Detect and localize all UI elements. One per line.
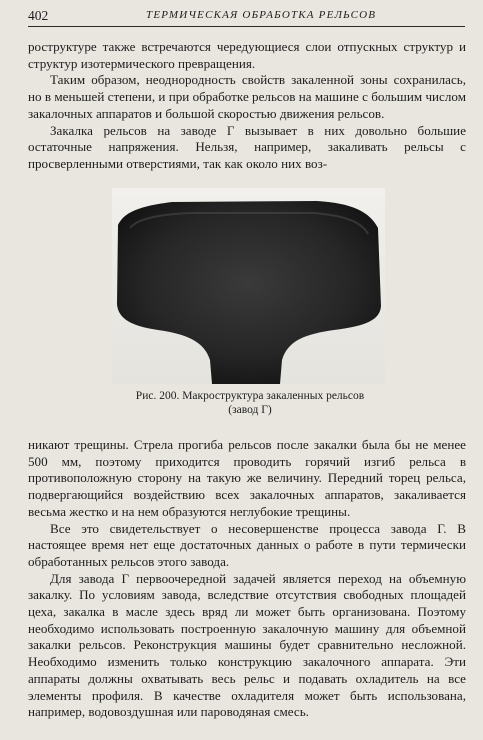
- caption-line-2: (завод Г): [228, 404, 272, 416]
- page-number: 402: [28, 8, 49, 23]
- figure-caption: [100, 389, 400, 417]
- paragraph: Для завода Г первоочередной задачей является переход на объемную закалку. По условиям завода, вследствие отсутствия свободных площадей цеха, закалка в масле здесь вряд ли может быть организована. Поэтому необходимо использовать построенную закалочную машину для объемной закалки рельсов. Реконструкция машины будет сравнительно несложной. Необходимо изменить только конструкцию закалочного аппарата. Эти аппараты должны охватывать весь рельс и подавать охладитель на все элементы профиля. В качестве охладителя может быть использована, например, водовоздушная или пароводяная смесь.: [28, 570, 466, 720]
- running-header: [28, 6, 465, 27]
- rail-head-macrostructure-image: [112, 188, 385, 384]
- paragraph: Все это свидетельствует о несовершенстве процесса завода Г. В настоящее время нет еще достаточных данных о работе в пути термически обработанных рельсов этого завода.: [28, 520, 466, 569]
- paragraph: роструктуре также встречаются чередующиеся слои отпускных структур и структур изотермического превращения.: [28, 39, 466, 71]
- text-block-top: [28, 39, 466, 173]
- running-title: ТЕРМИЧЕСКАЯ ОБРАБОТКА РЕЛЬСОВ: [146, 9, 377, 21]
- paragraph: Таким образом, неоднородность свойств закаленной зоны сохранилась, но в меньшей степени, и при обработке рельсов на машине с большим числом закалочных аппаратов и большой скоростью движения рельсов.: [28, 72, 466, 121]
- paragraph: Закалка рельсов на заводе Г вызывает в них довольно большие остаточные напряжения. Нельзя, например, закаливать рельсы с просверленными отверстиями, так как около них воз-: [28, 122, 466, 171]
- figure-200-macrostructure-photo: [112, 188, 385, 384]
- paragraph: никают трещины. Стрела прогиба рельсов после закалки была бы не менее 500 мм, поэтому приходится проводить горячий изгиб рельса в противоположную сторону на такую же величину. Передний торец рельса, подвергающийся воздействию всех закалочных аппаратов, закаливается весьма жестко и на нем образуются неглубокие трещины.: [28, 437, 466, 519]
- text-block-bottom: [28, 437, 466, 721]
- caption-line-1: Рис. 200. Макроструктура закаленных рельсов: [135, 390, 365, 402]
